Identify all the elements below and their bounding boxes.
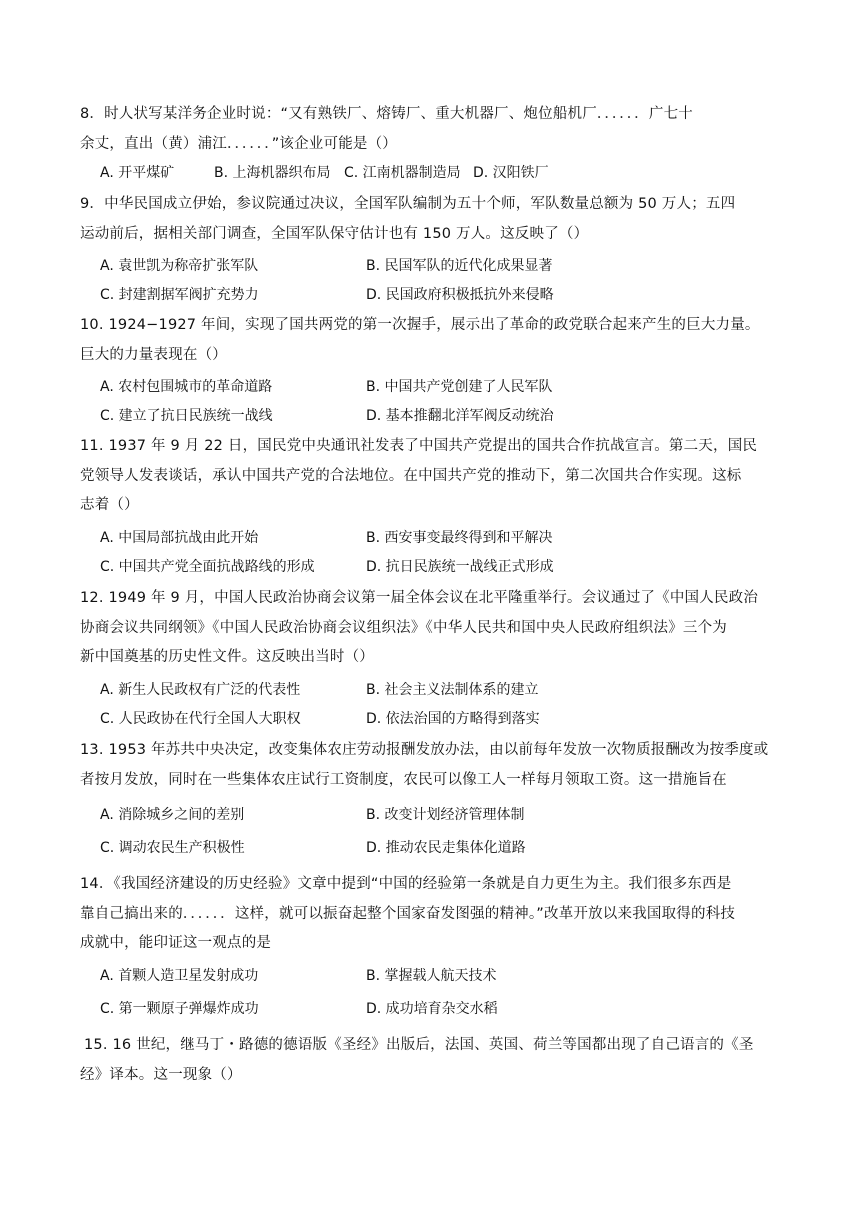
question-10-option-b: B. 中国共产党创建了人民军队 — [366, 379, 553, 395]
question-11-option-d: D. 抗日民族统一战线正式形成 — [366, 559, 554, 575]
question-9-option-d: D. 民国政府积极抵抗外来侵略 — [366, 287, 554, 303]
question-10-option-c: C. 建立了抗日民族统一战线 — [100, 408, 273, 424]
question-8-option-d: D. 汉阳铁厂 — [473, 165, 549, 181]
question-8-option-c: C. 江南机器制造局 — [344, 165, 461, 181]
question-14-line-2: 靠自己搞出来的．．．．．．这样，就可以振奋起整个国家奋发图强的精神。”改革开放以来我国取得的科技 — [80, 906, 736, 922]
question-14-option-c: C. 第一颗原子弹爆炸成功 — [100, 1001, 259, 1017]
question-13-line-1: 13. 1953 年苏共中央决定，改变集体农庄劳动报酬发放办法，由以前每年发放一次物质报酬改为按季度或 — [80, 742, 769, 758]
question-8-line-2: 余丈，直出（黄）浦江．．．．．．”该企业可能是（） — [80, 136, 398, 152]
question-9-line-1: 9．中华民国成立伊始，参议院通过决议，全国军队编制为五十个师，军队数量总额为 50 万人；五四 — [80, 196, 736, 212]
question-15-line-2: 经》译本。这一现象（） — [80, 1067, 242, 1083]
question-11-option-b: B. 西安事变最终得到和平解决 — [366, 530, 553, 546]
question-13-option-a: A. 消除城乡之间的差别 — [100, 807, 245, 823]
question-11-line-1: 11. 1937 年 9 月 22 日，国民党中央通讯社发表了中国共产党提出的国共合作抗战宣言。第二天，国民 — [80, 438, 758, 454]
question-12-option-d: D. 依法治国的方略得到落实 — [366, 711, 540, 727]
question-12-line-2: 协商会议共同纲领》《中国人民政治协商会议组织法》《中华人民共和国中央人民政府组织法》三个为 — [80, 620, 727, 636]
question-12-option-c: C. 人民政协在代行全国人大职权 — [100, 711, 301, 727]
question-15-line-1: 15. 16 世纪，继马丁・路德的德语版《圣经》出版后，法国、英国、荷兰等国都出现了自己语言的《圣 — [84, 1037, 754, 1053]
question-12-option-b: B. 社会主义法制体系的建立 — [366, 682, 539, 698]
question-14-line-3: 成就中，能印证这一观点的是 — [80, 935, 272, 951]
question-11-option-c: C. 中国共产党全面抗战路线的形成 — [100, 559, 315, 575]
question-9-option-c: C. 封建割据军阀扩充势力 — [100, 287, 259, 303]
question-10-option-d: D. 基本推翻北洋军阀反动统治 — [366, 408, 554, 424]
question-9-line-2: 运动前后，据相关部门调查，全国军队保守估计也有 150 万人。这反映了（） — [80, 226, 589, 242]
question-13-line-2: 者按月发放，同时在一些集体农庄试行工资制度，农民可以像工人一样每月领取工资。这一措施旨在 — [80, 772, 727, 788]
question-9-option-b: B. 民国军队的近代化成果显著 — [366, 258, 553, 274]
question-11-option-a: A. 中国局部抗战由此开始 — [100, 530, 259, 546]
question-13-option-c: C. 调动农民生产积极性 — [100, 840, 245, 856]
question-10-option-a: A. 农村包围城市的革命道路 — [100, 379, 273, 395]
question-12-line-1: 12. 1949 年 9 月，中国人民政治协商会议第一届全体会议在北平隆重举行。会议通过了《中国人民政治 — [80, 590, 759, 606]
question-14-option-a: A. 首颗人造卫星发射成功 — [100, 968, 259, 984]
question-14-option-d: D. 成功培育杂交水稻 — [366, 1001, 498, 1017]
question-9-option-a: A. 袁世凯为称帝扩张军队 — [100, 258, 259, 274]
question-10-line-2: 巨大的力量表现在（） — [80, 347, 227, 363]
question-8-option-a: A. 开平煤矿 — [100, 165, 175, 181]
question-10-line-1: 10. 1924−1927 年间，实现了国共两党的第一次握手，展示出了革命的政党联合起来产生的巨大力量。 — [80, 317, 760, 333]
question-11-line-3: 志着（） — [80, 497, 139, 513]
question-13-option-b: B. 改变计划经济管理体制 — [366, 807, 525, 823]
question-13-option-d: D. 推动农民走集体化道路 — [366, 840, 526, 856]
question-14-option-b: B. 掌握载人航天技术 — [366, 968, 497, 984]
question-11-line-2: 党领导人发表谈话，承认中国共产党的合法地位。在中国共产党的推动下，第二次国共合作实现。这标 — [80, 468, 742, 484]
question-14-line-1: 14．《我国经济建设的历史经验》文章中提到“中国的经验第一条就是自力更生为主。我们很多东西是 — [80, 876, 732, 892]
question-12-option-a: A. 新生人民政权有广泛的代表性 — [100, 682, 301, 698]
question-8-line-1: 8．时人状写某洋务企业时说：“又有熟铁厂、熔铸厂、重大机器厂、炮位船机厂．．．．．．广七十 — [80, 106, 693, 122]
question-8-option-b: B. 上海机器织布局 — [214, 165, 331, 181]
question-12-line-3: 新中国奠基的历史性文件。这反映出当时（） — [80, 649, 374, 665]
